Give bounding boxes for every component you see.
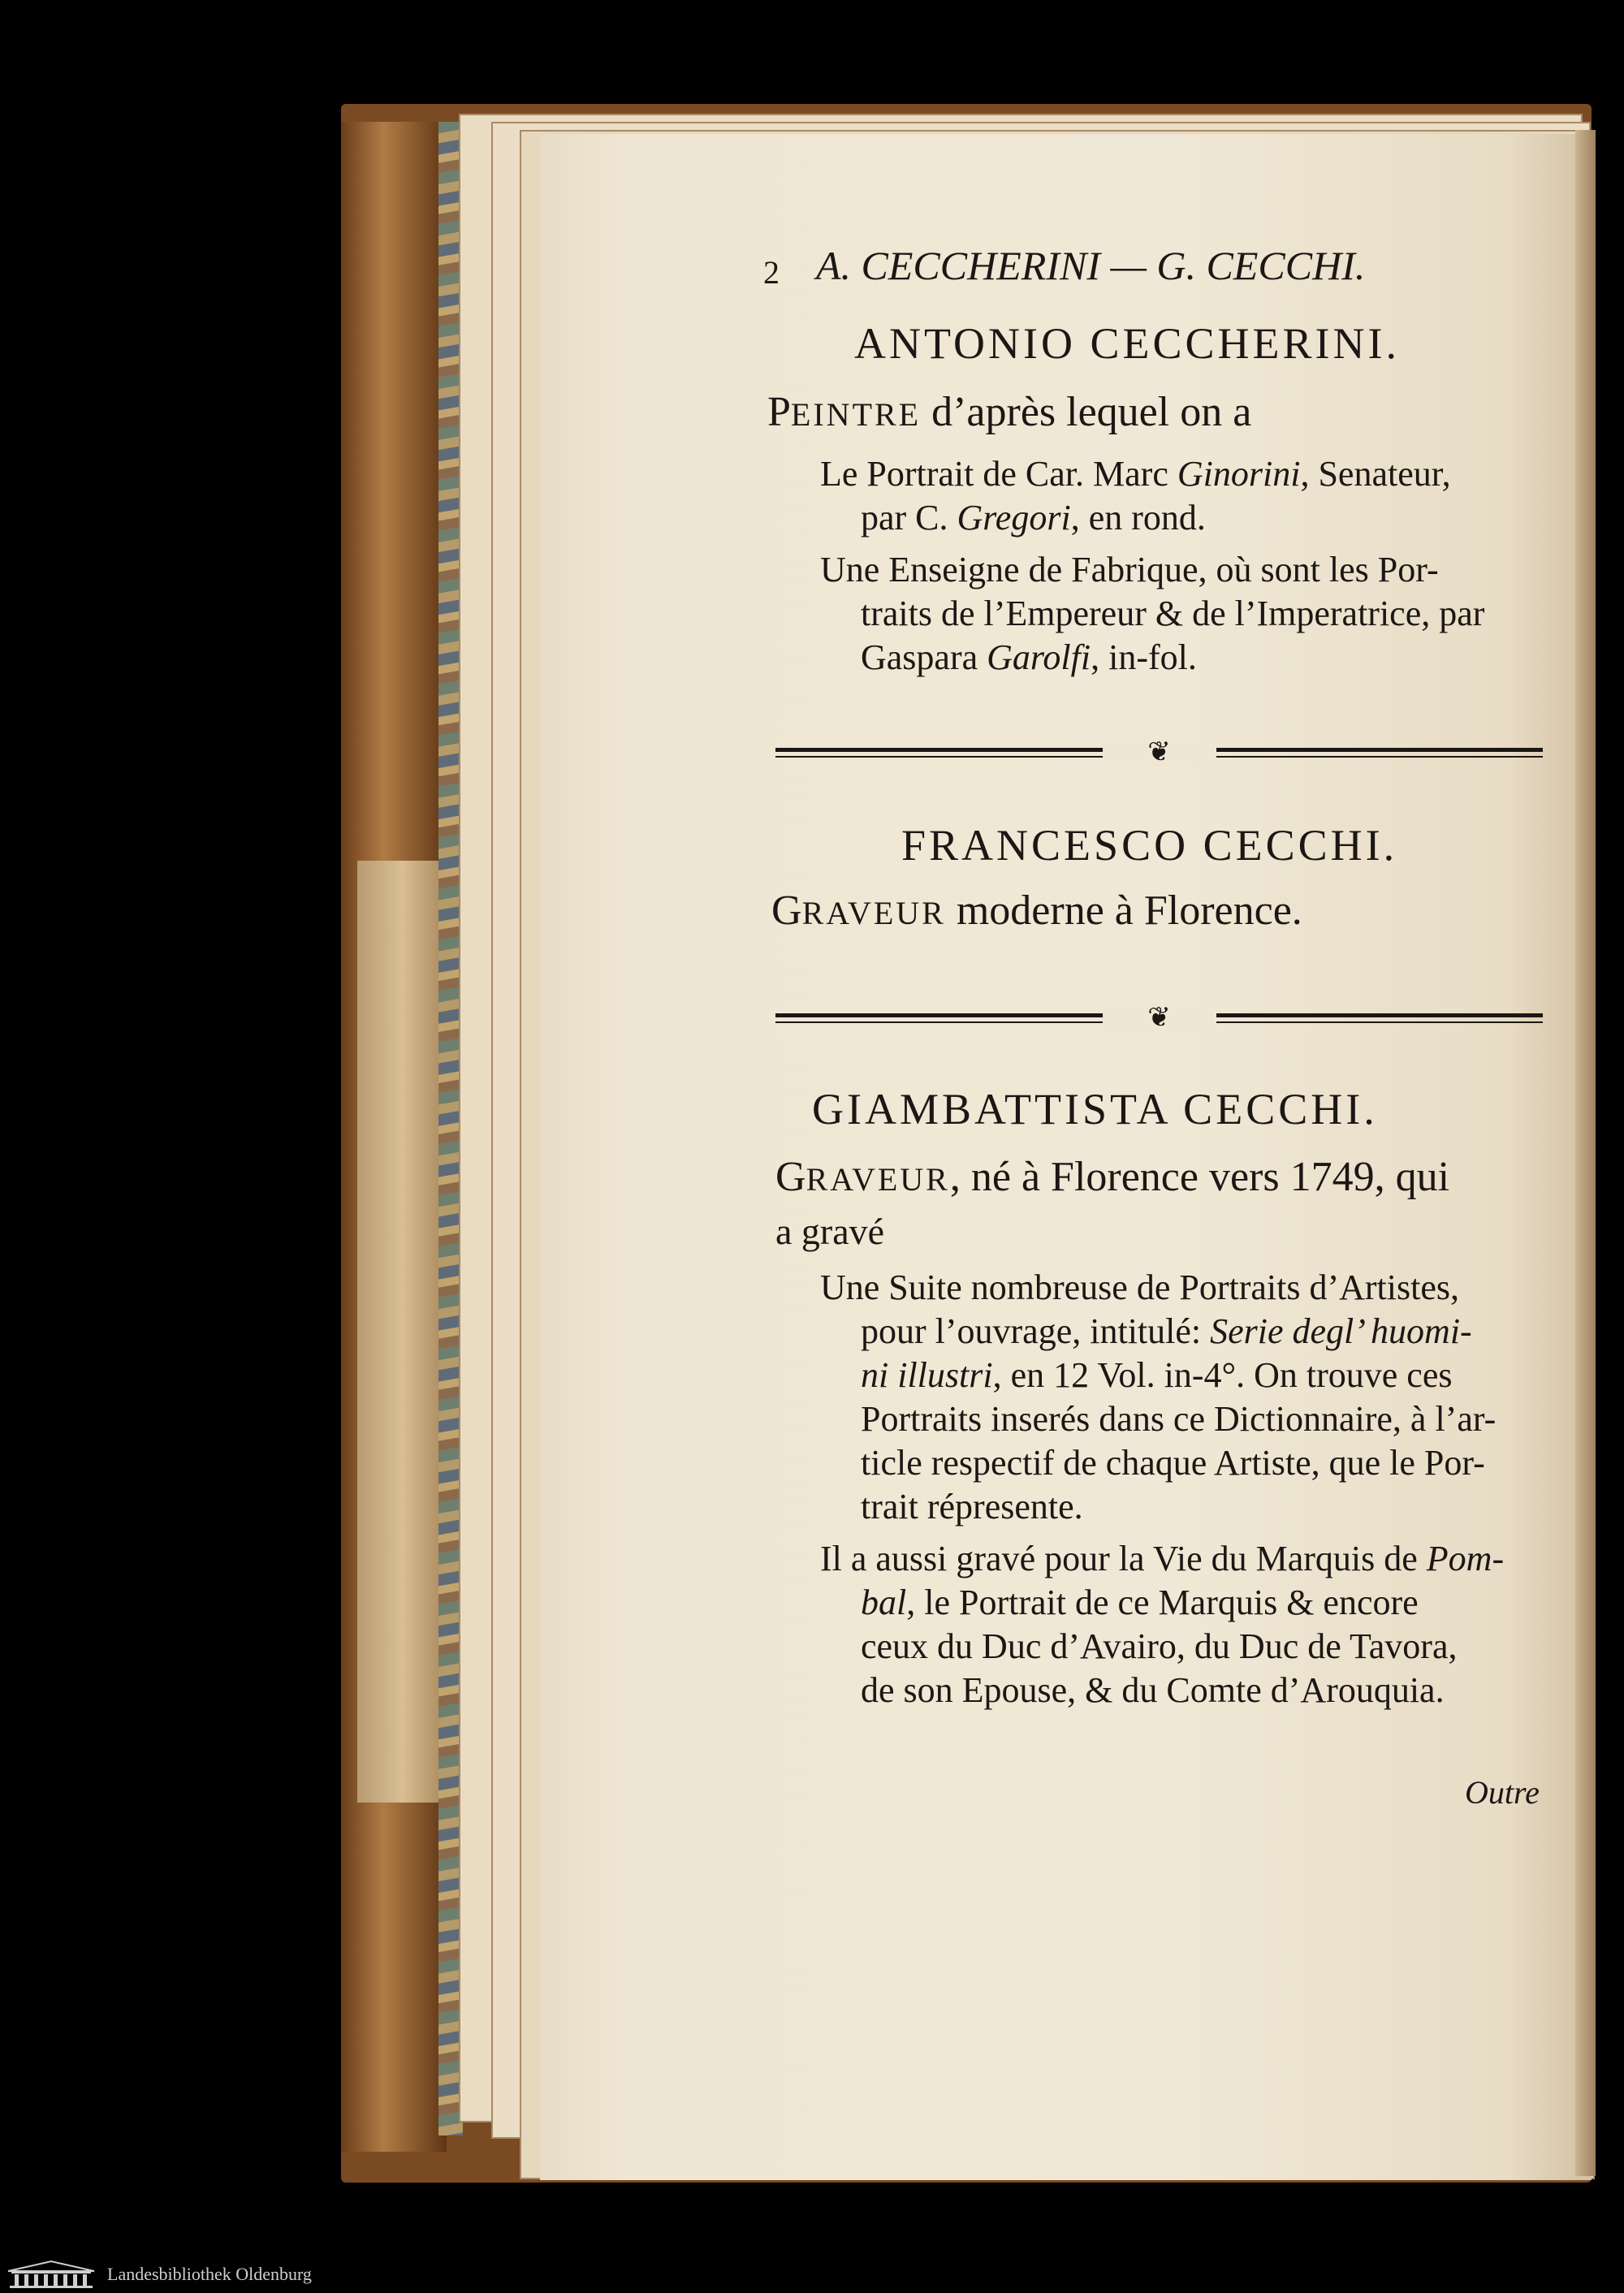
entry-intro: GRAVEUR moderne à Florence. xyxy=(771,887,1302,934)
entry-title: FRANCESCO CECCHI. xyxy=(901,821,1398,870)
page-number: 2 xyxy=(763,254,780,291)
entry-item-line: traits de l’Empereur & de l’Imperatrice, par xyxy=(861,594,1485,633)
entry-item-line: trait répresente. xyxy=(861,1487,1083,1527)
running-head: A. CECCHERINI — G. CECCHI. xyxy=(816,243,1366,288)
entry-item-line: de son Epouse, & du Comte d’Arouquia. xyxy=(861,1670,1445,1710)
entry-item-line: ticle respectif de chaque Artiste, que le Por- xyxy=(861,1443,1485,1483)
entry-item-line: Le Portrait de Car. Marc Ginorini, Senateur, xyxy=(820,454,1451,494)
entry-title: GIAMBATTISTA CECCHI. xyxy=(812,1085,1378,1134)
entry-title: ANTONIO CECCHERINI. xyxy=(854,319,1400,368)
page-gutter-shadow xyxy=(1575,130,1596,2176)
entry-intro-continued: a gravé xyxy=(775,1211,885,1252)
footer-institution: Landesbibliothek Oldenburg xyxy=(107,2264,312,2284)
entry-item-line: par C. Gregori, en rond. xyxy=(861,498,1206,538)
entry-item-line: Une Enseigne de Fabrique, où sont les Por- xyxy=(820,550,1439,589)
entry-item-line: bal, le Portrait de ce Marquis & encore xyxy=(861,1583,1419,1622)
entry-item-line: Une Suite nombreuse de Portraits d’Artistes, xyxy=(820,1267,1459,1307)
entry-item-line: Portraits inserés dans ce Dictionnaire, à l’ar- xyxy=(861,1399,1497,1439)
entry-intro: GRAVEUR, né à Florence vers 1749, qui xyxy=(775,1154,1450,1200)
entry-item-line: Gaspara Garolfi, in-fol. xyxy=(861,637,1197,677)
library-building-icon xyxy=(6,2260,96,2289)
ornamental-rule: ❦ xyxy=(775,1011,1543,1029)
entry-intro: PEINTRE d’après lequel on a xyxy=(767,389,1252,435)
entry-item-line: ni illustri, en 12 Vol. in-4°. On trouve ces xyxy=(861,1355,1453,1395)
worn-cover-patch xyxy=(357,861,447,1803)
ornamental-rule: ❦ xyxy=(775,745,1543,763)
entry-item-line: pour l’ouvrage, intitulé: Serie degl’ huomi- xyxy=(861,1311,1472,1351)
entry-item-line: ceux du Duc d’Avairo, du Duc de Tavora, xyxy=(861,1626,1458,1666)
catchword: Outre xyxy=(1465,1774,1540,1811)
entry-item-line: Il a aussi gravé pour la Vie du Marquis de Pom- xyxy=(820,1539,1505,1578)
